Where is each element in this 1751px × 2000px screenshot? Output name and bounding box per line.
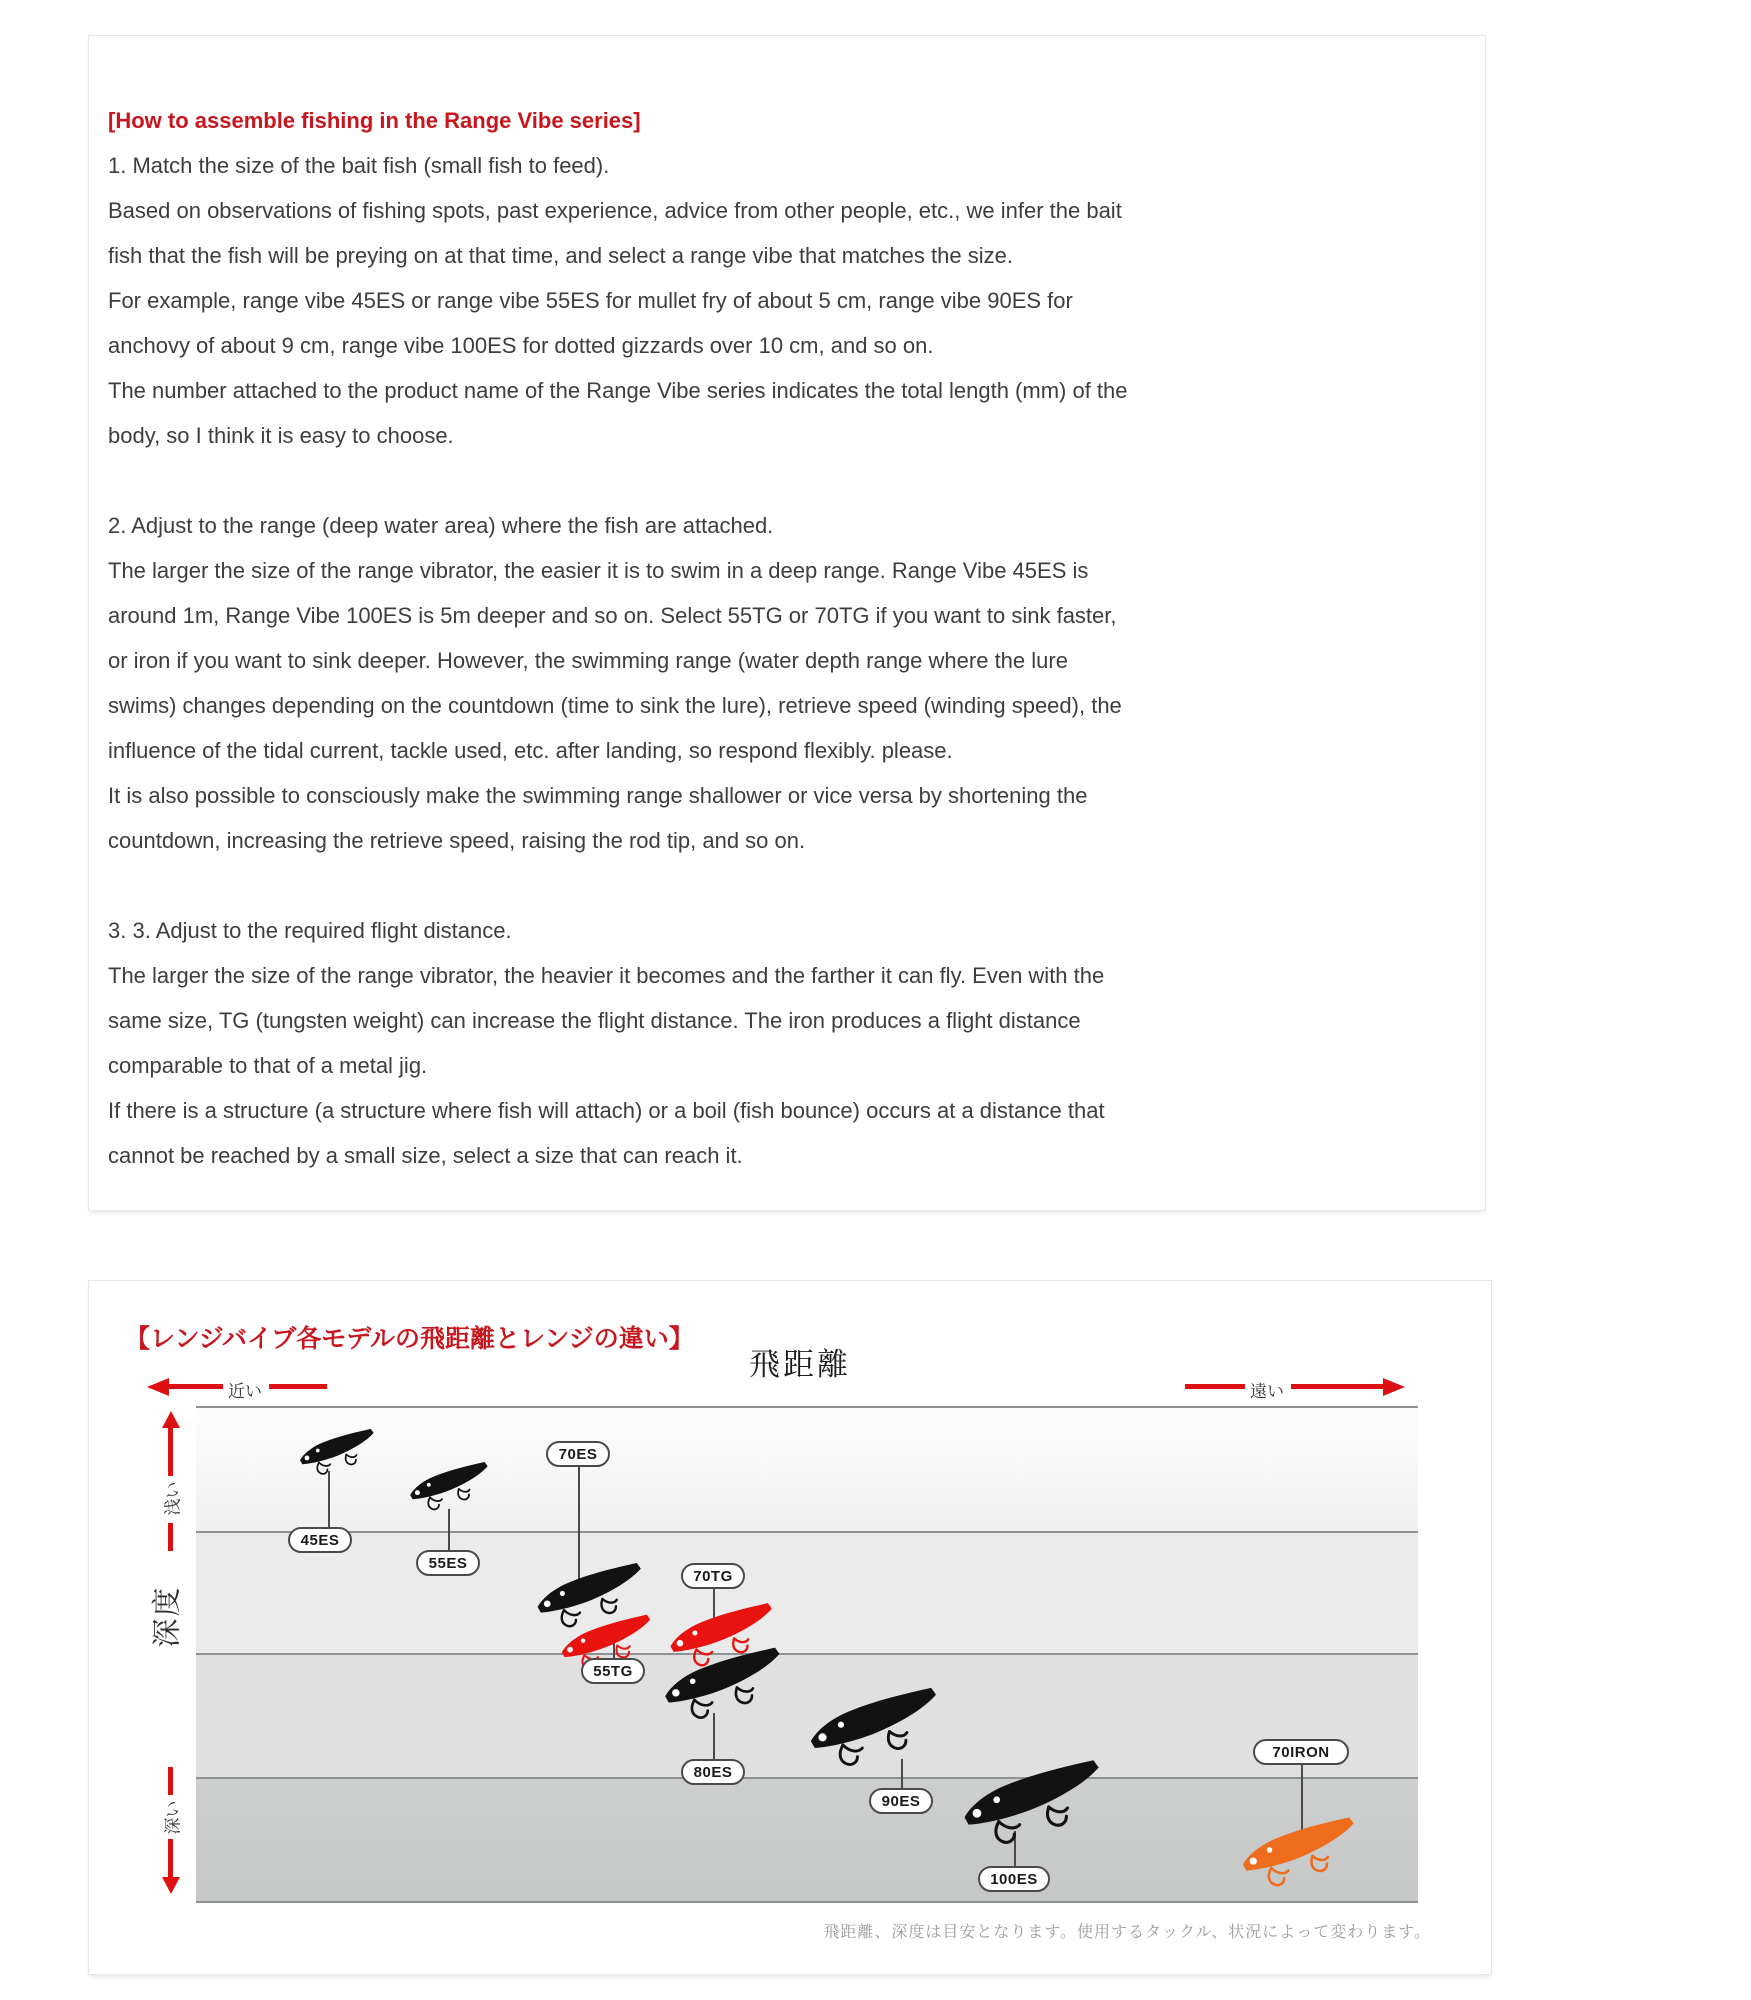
- y-shallow-label: 浅い: [163, 1481, 183, 1516]
- article-paragraph: 3. 3. Adjust to the required flight distance.: [108, 918, 512, 943]
- arrow-right-dash: [1185, 1384, 1245, 1389]
- arrow-up-icon: [162, 1411, 180, 1428]
- y-axis-label: 深度: [151, 1585, 184, 1648]
- article-paragraph: Based on observations of fishing spots, past experience, advice from other people, etc., we infer the bait fish that the fish will be preying on at that time, and select a range vibe that matches the size.: [108, 198, 1122, 268]
- model-label-pill: 55TG: [581, 1658, 645, 1684]
- arrow-left-icon: [147, 1378, 169, 1396]
- model-label-pill: 80ES: [681, 1759, 745, 1785]
- arrow-left-shaft: [167, 1384, 223, 1389]
- diagram-card: [88, 1280, 1492, 1975]
- arrow-right-shaft: [1291, 1384, 1383, 1389]
- diagram-title: 【レンジバイブ各モデルの飛距離とレンジの違い】: [125, 1325, 694, 1353]
- article-card: [88, 35, 1486, 1211]
- lure-100es: [957, 1755, 1103, 1859]
- article-paragraph: 1. Match the size of the bait fish (small fish to feed).: [108, 153, 610, 178]
- x-far-label: 遠い: [1250, 1382, 1284, 1401]
- y-deep-label: 深い: [163, 1800, 183, 1835]
- arrow-down-shaft: [168, 1839, 173, 1877]
- arrow-right-icon: [1383, 1378, 1405, 1396]
- lure-55es: [406, 1459, 490, 1519]
- x-axis-label: 飛距離: [749, 1347, 851, 1382]
- lure-70iron: [1237, 1813, 1357, 1899]
- article-paragraph: 2. Adjust to the range (deep water area) where the fish are attached.: [108, 513, 774, 538]
- arrow-down-dash: [168, 1767, 173, 1795]
- lure-80es: [659, 1643, 783, 1732]
- article-paragraph: The larger the size of the range vibrator, the easier it is to swim in a deep range. Range Vibe 45ES is around 1m, Range Vibe 100ES is 5m deeper and so on. Select 55TG or 70TG if you want to sink faster, or iron if you want to sink deeper. However, the swimming range (water depth range where the lure swims) changes depending on the countdown (time to sink the lure), retrieve speed (winding speed), the influence of the tidal current, tackle used, etc. after landing, so respond flexibly. please.: [108, 558, 1122, 763]
- model-label-pill: 100ES: [978, 1866, 1050, 1892]
- arrow-up-dash: [168, 1523, 173, 1551]
- depth-band-2: [196, 1531, 1418, 1653]
- x-near-label: 近い: [228, 1382, 262, 1401]
- article-heading: [How to assemble fishing in the Range Vibe series]: [108, 108, 641, 133]
- article-paragraph: If there is a structure (a structure where fish will attach) or a boil (fish bounce) occurs at a distance that cannot be reached by a small size, select a size that can reach it.: [108, 1098, 1105, 1168]
- depth-band-4: [196, 1777, 1418, 1901]
- model-label-pill: 70IRON: [1253, 1739, 1349, 1765]
- depth-band-plot: [196, 1406, 1418, 1903]
- model-label-pill: 45ES: [288, 1527, 352, 1553]
- arrow-up-shaft: [168, 1428, 173, 1476]
- diagram-note: 飛距離、深度は目安となります。使用するタックル、状況によって変わります。: [823, 1924, 1431, 1941]
- article-paragraph: The number attached to the product name of the Range Vibe series indicates the total length (mm) of the body, so I think it is easy to choose.: [108, 378, 1128, 448]
- model-label-pill: 70ES: [546, 1441, 610, 1467]
- article-paragraph: The larger the size of the range vibrator, the heavier it becomes and the farther it can fly. Even with the same size, TG (tungsten weight) can increase the flight distance. The iron produces a flight distance comparable to that of a metal jig.: [108, 963, 1105, 1078]
- lure-90es: [804, 1683, 940, 1780]
- article-paragraph: For example, range vibe 45ES or range vibe 55ES for mullet fry of about 5 cm, range vibe 90ES for anchovy of about 9 cm, range vibe 100ES for dotted gizzards over 10 cm, and so on.: [108, 288, 1073, 358]
- arrow-down-icon: [162, 1877, 180, 1894]
- depth-band-1: [196, 1408, 1418, 1531]
- model-label-pill: 70TG: [681, 1563, 745, 1589]
- arrow-left-dash: [269, 1384, 327, 1389]
- article-paragraph: It is also possible to consciously make the swimming range shallower or vice versa by shortening the countdown, increasing the retrieve speed, raising the rod tip, and so on.: [108, 783, 1088, 853]
- model-label-pill: 90ES: [869, 1788, 933, 1814]
- model-label-pill: 55ES: [416, 1550, 480, 1576]
- lure-45es: [296, 1426, 376, 1483]
